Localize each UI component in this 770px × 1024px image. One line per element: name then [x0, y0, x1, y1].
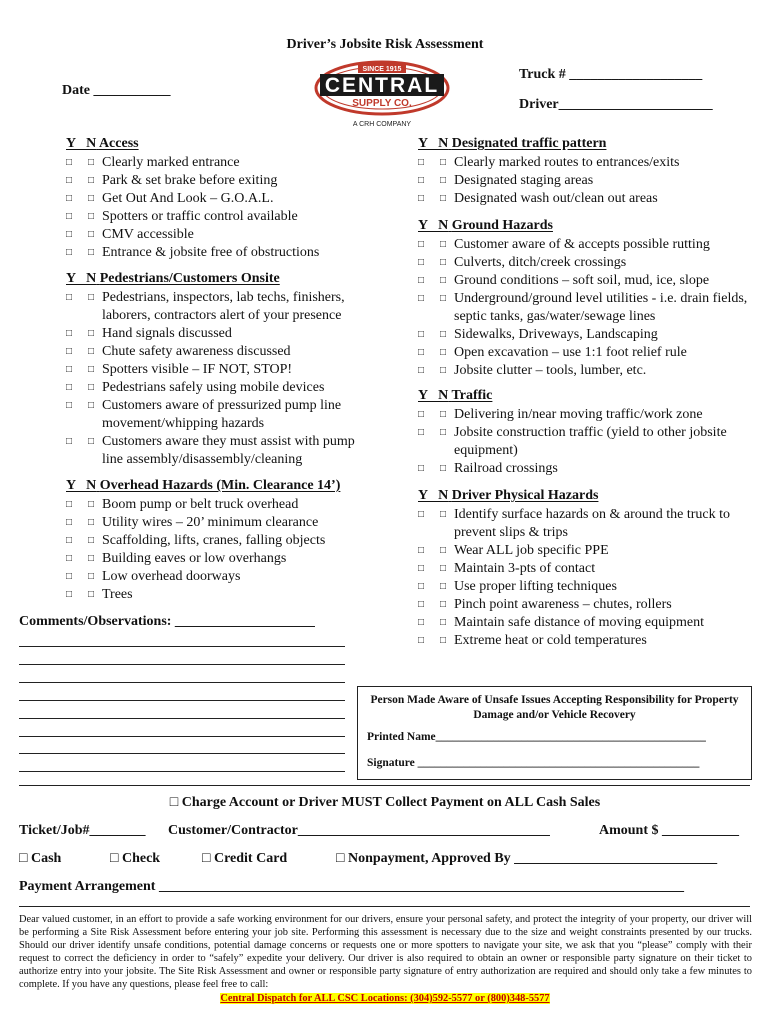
yes-no-header: Y N [418, 388, 449, 403]
no-checkbox[interactable]: □ [440, 175, 447, 186]
yes-checkbox[interactable]: □ [418, 599, 425, 610]
section-ground-hazards [418, 218, 758, 380]
checklist-item-label: CMV accessible [102, 227, 194, 242]
checklist-item [418, 560, 758, 578]
section-title-text: Designated traffic pattern [451, 136, 607, 151]
checklist-item [418, 542, 758, 560]
checklist-item [66, 379, 366, 397]
checklist-item-label: Chute safety awareness discussed [102, 344, 291, 359]
no-checkbox[interactable]: □ [88, 382, 95, 393]
notice-text: Dear valued customer, in an effort to provide a safe working environment for our drivers, ensure your personal safety, and protect the integrity of your property, our driver will be performing a Site Risk Assessment before entering your job site. Performing this assessment is necessary due to the size and weight constraints presented by our trucks. Should our driver identify unsafe conditions, potential damage concerns or requests one or more spotters to navigate your site, we ask that you “please” comply with their request to correct the deficiency in order to “safely” expedite your delivery. Our driver is also required to obtain an owner or responsible party signature on their ticket to authorize entry into your jobsite. The Site Risk Assessment and owner or responsible party signature of entry authorization are required and should only take a few minutes to complete. If you have any questions, please feel free to call: [19, 914, 752, 990]
logo-since: SINCE 1915 [362, 66, 402, 73]
yes-checkbox[interactable]: □ [418, 635, 425, 646]
yes-checkbox[interactable]: □ [418, 581, 425, 592]
checklist-item-label: Customer aware of & accepts possible rutting [454, 237, 710, 252]
no-checkbox[interactable]: □ [88, 400, 95, 411]
no-checkbox[interactable]: □ [440, 635, 447, 646]
comment-line[interactable] [19, 664, 345, 665]
yes-checkbox[interactable]: □ [66, 400, 73, 411]
yes-checkbox[interactable]: □ [418, 193, 425, 204]
section-access [66, 136, 366, 262]
checklist-item-label: Jobsite construction traffic (yield to other jobsite equipment) [454, 425, 727, 458]
divider [19, 785, 750, 786]
checklist-item-label: Open excavation – use 1:1 foot relief rule [454, 345, 687, 360]
comment-line[interactable] [19, 753, 345, 754]
checklist-item-label: Ground conditions – soft soil, mud, ice, slope [454, 273, 710, 288]
section-title-text: Ground Hazards [451, 218, 553, 233]
truck-number-field[interactable]: Truck # ___________________ [519, 67, 703, 82]
yes-checkbox[interactable]: □ [66, 193, 73, 204]
checklist-item-label: Designated staging areas [454, 173, 594, 188]
yes-checkbox[interactable]: □ [66, 571, 73, 582]
checklist-item-label: Maintain 3-pts of contact [454, 561, 596, 576]
section-title [418, 488, 758, 504]
section-title [418, 388, 758, 404]
yes-checkbox[interactable]: □ [418, 409, 425, 420]
customer-contractor-field[interactable]: Customer/Contractor____________________________________ [168, 823, 550, 838]
credit-card-checkbox[interactable]: □ Credit Card [202, 851, 288, 866]
checklist-item [418, 172, 758, 190]
checklist-item [418, 236, 758, 254]
section-title-text: Overhead Hazards (Min. Clearance 14’) [99, 478, 341, 493]
no-checkbox[interactable]: □ [88, 436, 95, 447]
no-checkbox[interactable]: □ [440, 275, 447, 286]
checklist-item [66, 289, 366, 325]
no-checkbox[interactable]: □ [88, 157, 95, 168]
checklist-item-label: Culverts, ditch/creek crossings [454, 255, 627, 270]
yes-no-header: Y N [418, 488, 449, 503]
yes-checkbox[interactable]: □ [66, 499, 73, 510]
comment-line[interactable] [19, 646, 345, 647]
no-checkbox[interactable]: □ [88, 553, 95, 564]
yes-checkbox[interactable]: □ [66, 157, 73, 168]
no-checkbox[interactable]: □ [440, 617, 447, 628]
divider [19, 906, 750, 907]
checklist-item-label: Wear ALL job specific PPE [454, 543, 609, 558]
checklist-item-label: Maintain safe distance of moving equipment [454, 615, 704, 630]
checklist-item [66, 568, 366, 586]
checklist-item-label: Clearly marked routes to entrances/exits [454, 155, 680, 170]
checklist-item-label: Building eaves or low overhangs [102, 551, 287, 566]
checklist-item [418, 578, 758, 596]
no-checkbox[interactable]: □ [440, 545, 447, 556]
section-title-text: Pedestrians/Customers Onsite [99, 271, 280, 286]
checklist-item-label: Clearly marked entrance [102, 155, 240, 170]
no-checkbox[interactable]: □ [88, 346, 95, 357]
amount-field[interactable]: Amount $ ___________ [599, 823, 740, 838]
checklist-item [66, 190, 366, 208]
checklist-item [418, 290, 758, 326]
checklist-item-label: Park & set brake before exiting [102, 173, 278, 188]
yes-checkbox[interactable]: □ [66, 211, 73, 222]
no-checkbox[interactable]: □ [440, 329, 447, 340]
yes-checkbox[interactable]: □ [418, 175, 425, 186]
checklist-item [66, 433, 366, 469]
yes-checkbox[interactable]: □ [418, 347, 425, 358]
checklist-item [418, 344, 758, 362]
yes-checkbox[interactable]: □ [418, 329, 425, 340]
section-title [66, 478, 366, 494]
checklist-item [66, 154, 366, 172]
yes-no-header: Y N [66, 136, 97, 151]
no-checkbox[interactable]: □ [440, 157, 447, 168]
checklist-item [66, 343, 366, 361]
yes-no-header: Y N [66, 478, 97, 493]
yes-checkbox[interactable]: □ [66, 328, 73, 339]
yes-checkbox[interactable]: □ [418, 463, 425, 474]
checklist-item-label: Jobsite clutter – tools, lumber, etc. [454, 363, 647, 378]
no-checkbox[interactable]: □ [440, 347, 447, 358]
checklist-item-label: Sidewalks, Driveways, Landscaping [454, 327, 658, 342]
checklist-item-label: Designated wash out/clean out areas [454, 191, 658, 206]
no-checkbox[interactable]: □ [88, 175, 95, 186]
yes-checkbox[interactable]: □ [418, 617, 425, 628]
no-checkbox[interactable]: □ [440, 293, 447, 304]
dispatch-line [0, 993, 770, 1004]
checklist-item [66, 514, 366, 532]
yes-checkbox[interactable]: □ [418, 157, 425, 168]
no-checkbox[interactable]: □ [88, 193, 95, 204]
no-checkbox[interactable]: □ [440, 599, 447, 610]
section-title-text: Driver Physical Hazards [451, 488, 599, 503]
checklist-item [418, 406, 758, 424]
checklist-item-label: Spotters visible – IF NOT, STOP! [102, 362, 293, 377]
yes-checkbox[interactable]: □ [418, 427, 425, 438]
no-checkbox[interactable]: □ [88, 589, 95, 600]
checklist-item-label: Entrance & jobsite free of obstructions [102, 245, 320, 260]
checklist-item [418, 272, 758, 290]
no-checkbox[interactable]: □ [88, 229, 95, 240]
checklist-item-label: Low overhead doorways [102, 569, 241, 584]
no-checkbox[interactable]: □ [88, 247, 95, 258]
checklist-item [66, 532, 366, 550]
no-checkbox[interactable]: □ [440, 239, 447, 250]
checklist-item-label: Identify surface hazards on & around the truck to prevent slips & trips [454, 507, 731, 540]
comment-line[interactable] [19, 736, 345, 737]
form-title: Driver’s Jobsite Risk Assessment [286, 37, 484, 52]
checklist-item [418, 632, 758, 650]
person-box-heading: Person Made Aware of Unsafe Issues Accepting Responsibility for Property Damage and/or Vehicle Recovery [370, 694, 739, 721]
checklist-item-label: Boom pump or belt truck overhead [102, 497, 299, 512]
no-checkbox[interactable]: □ [88, 499, 95, 510]
section-title-text: Access [98, 136, 139, 151]
yes-checkbox[interactable]: □ [66, 553, 73, 564]
checklist-item [66, 325, 366, 343]
yes-checkbox[interactable]: □ [66, 292, 73, 303]
customer-notice [19, 913, 752, 991]
checklist-item-label: Get Out And Look – G.O.A.L. [102, 191, 274, 206]
yes-checkbox[interactable]: □ [418, 509, 425, 520]
payment-arrangement-field[interactable]: Payment Arrangement ___________________________________________________________________________ [19, 879, 684, 894]
yes-checkbox[interactable]: □ [66, 346, 73, 357]
yes-checkbox[interactable]: □ [418, 293, 425, 304]
comment-line[interactable] [19, 771, 345, 772]
checklist-item [66, 397, 366, 433]
section-designated-traffic [418, 136, 758, 208]
logo-company: A CRH COMPANY [352, 121, 412, 128]
dispatch-phone[interactable]: Central Dispatch for ALL CSC Locations: (304)592-5577 or (800)348-5577 [220, 993, 550, 1004]
checklist-item-label: Delivering in/near moving traffic/work zone [454, 407, 703, 422]
no-checkbox[interactable]: □ [440, 563, 447, 574]
yes-checkbox[interactable]: □ [66, 175, 73, 186]
yes-checkbox[interactable]: □ [66, 589, 73, 600]
checklist-item [66, 226, 366, 244]
checklist-item-label: Extreme heat or cold temperatures [454, 633, 647, 648]
section-overhead-hazards [66, 478, 366, 604]
checklist-item [66, 361, 366, 379]
no-checkbox[interactable]: □ [440, 193, 447, 204]
no-checkbox[interactable]: □ [440, 409, 447, 420]
no-checkbox[interactable]: □ [88, 535, 95, 546]
no-checkbox[interactable]: □ [88, 364, 95, 375]
checklist-item-label: Hand signals discussed [102, 326, 232, 341]
checklist-item-label: Railroad crossings [454, 461, 558, 476]
no-checkbox[interactable]: □ [440, 509, 447, 520]
checklist-item-label: Pinch point awareness – chutes, rollers [454, 597, 672, 612]
no-checkbox[interactable]: □ [440, 427, 447, 438]
checklist-item-label: Spotters or traffic control available [102, 209, 298, 224]
checklist-item-label: Pedestrians safely using mobile devices [102, 380, 325, 395]
signature-field[interactable]: Signature _________________________________________________ [367, 757, 700, 769]
driver-field[interactable]: Driver______________________ [519, 97, 713, 112]
checklist-item [418, 326, 758, 344]
checklist-item [66, 172, 366, 190]
date-field[interactable]: Date ___________ [62, 83, 171, 98]
checklist-item-label: Pedestrians, inspectors, lab techs, finishers, laborers, contractors alert of your presence [102, 290, 345, 323]
yes-checkbox[interactable]: □ [418, 257, 425, 268]
checklist-item [418, 424, 758, 460]
no-checkbox[interactable]: □ [440, 257, 447, 268]
yes-checkbox[interactable]: □ [66, 436, 73, 447]
yes-checkbox[interactable]: □ [418, 563, 425, 574]
cash-checkbox[interactable]: □ Cash [19, 851, 62, 866]
section-driver-physical-hazards [418, 488, 758, 650]
checklist-item-label: Scaffolding, lifts, cranes, falling objects [102, 533, 326, 548]
comment-line[interactable] [19, 718, 345, 719]
no-checkbox[interactable]: □ [88, 571, 95, 582]
no-checkbox[interactable]: □ [88, 211, 95, 222]
checklist-item-label: Utility wires – 20’ minimum clearance [102, 515, 319, 530]
person-made-aware-box [357, 686, 752, 780]
checklist-item [66, 244, 366, 262]
section-pedestrians [66, 271, 366, 469]
section-title [66, 136, 366, 152]
section-title [66, 271, 366, 287]
no-checkbox[interactable]: □ [440, 365, 447, 376]
yes-no-header: Y N [66, 271, 97, 286]
section-title [418, 218, 758, 234]
comment-line[interactable] [19, 700, 345, 701]
checklist-item [418, 596, 758, 614]
yes-no-header: Y N [418, 136, 449, 151]
no-checkbox[interactable]: □ [88, 292, 95, 303]
checklist-item [66, 208, 366, 226]
yes-checkbox[interactable]: □ [418, 365, 425, 376]
yes-checkbox[interactable]: □ [66, 382, 73, 393]
section-title [418, 136, 758, 152]
yes-checkbox[interactable]: □ [66, 229, 73, 240]
checklist-item [66, 496, 366, 514]
yes-checkbox[interactable]: □ [418, 239, 425, 250]
checklist-item [418, 154, 758, 172]
no-checkbox[interactable]: □ [88, 328, 95, 339]
yes-checkbox[interactable]: □ [418, 275, 425, 286]
yes-checkbox[interactable]: □ [66, 364, 73, 375]
nonpayment-checkbox[interactable]: □ Nonpayment, Approved By _____________________________ [336, 851, 718, 866]
yes-checkbox[interactable]: □ [418, 545, 425, 556]
checklist-item-label: Underground/ground level utilities - i.e. drain fields, septic tanks, gas/water/sewage lines [454, 291, 748, 324]
checklist-item [418, 362, 758, 380]
charge-account-checkbox[interactable]: □ Charge Account or Driver MUST Collect Payment on ALL Cash Sales [169, 795, 601, 810]
no-checkbox[interactable]: □ [88, 517, 95, 528]
ticket-job-field[interactable]: Ticket/Job#________ [19, 823, 146, 838]
checklist-item [418, 614, 758, 632]
comments-label: Comments/Observations: ____________________ [19, 614, 315, 629]
yes-checkbox[interactable]: □ [66, 535, 73, 546]
checklist-item-label: Customers aware they must assist with pump line assembly/disassembly/cleaning [102, 434, 355, 467]
section-title-text: Traffic [451, 388, 493, 403]
yes-checkbox[interactable]: □ [66, 517, 73, 528]
logo-main: CENTRAL [324, 74, 440, 97]
comment-line[interactable] [19, 682, 345, 683]
checklist-item [418, 460, 758, 478]
checklist-item-label: Customers aware of pressurized pump line movement/whipping hazards [102, 398, 342, 431]
printed-name-field[interactable]: Printed Name_______________________________________________ [367, 731, 706, 743]
no-checkbox[interactable]: □ [440, 463, 447, 474]
no-checkbox[interactable]: □ [440, 581, 447, 592]
checklist-item [418, 506, 758, 542]
central-supply-logo [312, 60, 452, 130]
checklist-item-label: Trees [102, 587, 133, 602]
checklist-item [66, 586, 366, 604]
check-checkbox[interactable]: □ Check [110, 851, 161, 866]
logo-sub: SUPPLY CO. [352, 98, 412, 109]
checklist-item [418, 190, 758, 208]
checklist-item-label: Use proper lifting techniques [454, 579, 617, 594]
checklist-item [418, 254, 758, 272]
section-traffic [418, 388, 758, 478]
yes-no-header: Y N [418, 218, 449, 233]
yes-checkbox[interactable]: □ [66, 247, 73, 258]
checklist-item [66, 550, 366, 568]
